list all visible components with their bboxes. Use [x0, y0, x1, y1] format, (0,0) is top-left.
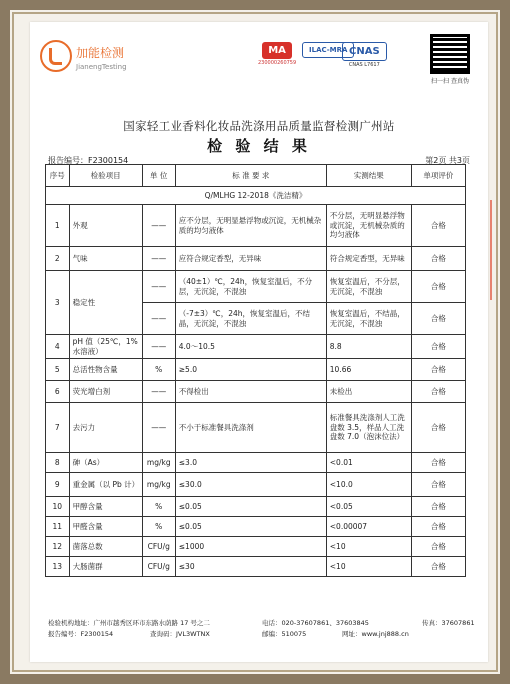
- row-item: pH 值（25℃，1%水溶液）: [69, 335, 142, 359]
- row-result: 符合规定香型，无异味: [326, 247, 411, 271]
- table-row: [46, 359, 466, 381]
- row-evaluation: 合格: [411, 517, 465, 537]
- row-unit: ——: [142, 335, 175, 359]
- row-no: 4: [46, 335, 70, 359]
- row-evaluation: 合格: [411, 359, 465, 381]
- row-evaluation: 合格: [411, 557, 465, 577]
- row-requirement: ≥5.0: [175, 359, 326, 381]
- table-row: [46, 271, 466, 303]
- row-requirement: ≤3.0: [175, 453, 326, 473]
- row-evaluation: 合格: [411, 303, 465, 335]
- row-evaluation: 合格: [411, 335, 465, 359]
- row-result: 8.8: [326, 335, 411, 359]
- brand-sub: JianengTesting: [76, 62, 127, 71]
- table-row: [46, 473, 466, 497]
- org-title: 国家轻工业香料化妆品洗涤用品质量监督检测广州站: [123, 119, 395, 133]
- row-no: 10: [46, 497, 70, 517]
- row-no: 2: [46, 247, 70, 271]
- row-result: <10: [326, 557, 411, 577]
- row-no: 9: [46, 473, 70, 497]
- row-requirement: 应不分层，无明显悬浮物或沉淀，无机械杂质的均匀液体: [175, 205, 326, 247]
- row-no: 13: [46, 557, 70, 577]
- page-title: 检 验 结 果: [207, 137, 311, 155]
- row-result: <0.00007: [326, 517, 411, 537]
- footer-verify-code: 查询码：JVL3WTNX: [150, 630, 210, 638]
- brand-mark-icon: [40, 40, 72, 72]
- row-evaluation: 合格: [411, 497, 465, 517]
- row-item: 重金属（以 Pb 计）: [69, 473, 142, 497]
- row-unit: ——: [142, 303, 175, 335]
- header-requirement: 标 准 要 求: [175, 165, 326, 187]
- row-no: 11: [46, 517, 70, 537]
- row-result: 10.66: [326, 359, 411, 381]
- row-requirement: 应符合规定香型，无异味: [175, 247, 326, 271]
- table-row: [46, 403, 466, 453]
- row-result: <0.05: [326, 497, 411, 517]
- row-unit: ——: [142, 271, 175, 303]
- footer-postcode: 邮编：510075: [262, 630, 307, 638]
- header-item: 检验项目: [69, 165, 142, 187]
- row-result: 标准餐具洗涤剂人工洗盘数 3.5，样品人工洗盘数 7.0（泡沫位法）: [326, 403, 411, 453]
- cnas-badge: [342, 42, 387, 68]
- row-unit: ——: [142, 403, 175, 453]
- row-item: 大肠菌群: [69, 557, 142, 577]
- footer-phone: 电话：020-37607861、37603845: [262, 619, 369, 627]
- header-result: 实测结果: [326, 165, 411, 187]
- red-seal-stamp: [490, 200, 510, 300]
- row-item: 去污力: [69, 403, 142, 453]
- table-row: [46, 497, 466, 517]
- table-row: [46, 381, 466, 403]
- ilac-icon: ILAC-MRA: [302, 42, 354, 58]
- row-result: 恢复室温后，不结晶，无沉淀，不混浊: [326, 303, 411, 335]
- table-row: [46, 453, 466, 473]
- row-unit: mg/kg: [142, 453, 175, 473]
- row-unit: %: [142, 497, 175, 517]
- row-unit: %: [142, 517, 175, 537]
- row-unit: ——: [142, 247, 175, 271]
- row-result: 恢复室温后，不分层，无沉淀，不混浊: [326, 271, 411, 303]
- row-requirement: ≤1000: [175, 537, 326, 557]
- row-unit: mg/kg: [142, 473, 175, 497]
- row-requirement: ≤0.05: [175, 517, 326, 537]
- cnas-icon: CNAS: [342, 42, 387, 61]
- cma-icon: MA: [262, 42, 292, 59]
- table-row: [46, 335, 466, 359]
- row-no: 5: [46, 359, 70, 381]
- table-row: [46, 557, 466, 577]
- footer-report-number: 报告编号：F2300154: [48, 630, 114, 638]
- row-requirement: （-7±3）℃，24h，恢复室温后，不结晶，无沉淀，不混浊: [175, 303, 326, 335]
- page-indicator: 第2页 共3页: [425, 156, 470, 165]
- standard-name: Q/MLHG 12-2018《洗洁精》: [46, 187, 466, 205]
- report-number: 报告编号：F2300154: [48, 156, 129, 165]
- brand-name: 加能检测: [76, 45, 125, 60]
- row-result: <10: [326, 537, 411, 557]
- footer-fax: 传真：37607861: [422, 619, 475, 627]
- row-no: 8: [46, 453, 70, 473]
- row-result: <10.0: [326, 473, 411, 497]
- footer-website: 网址：www.jnj888.cn: [342, 630, 409, 638]
- row-unit: CFU/g: [142, 537, 175, 557]
- row-requirement: 4.0～10.5: [175, 335, 326, 359]
- table-row: [46, 205, 466, 247]
- qr-caption: 扫一扫 查真伪: [431, 78, 469, 85]
- report-page: [30, 22, 488, 662]
- row-no: 1: [46, 205, 70, 247]
- row-item: 砷（As）: [69, 453, 142, 473]
- row-item: 甲醛含量: [69, 517, 142, 537]
- row-evaluation: 合格: [411, 453, 465, 473]
- row-unit: ——: [142, 381, 175, 403]
- row-no: 6: [46, 381, 70, 403]
- row-no: 3: [46, 271, 70, 335]
- header-evaluation: 单项评价: [411, 165, 465, 187]
- cma-badge: [258, 42, 296, 66]
- qr-code-icon: [430, 34, 470, 74]
- footer-address: 检验机构地址：广州市越秀区环市东路水荫路 17 号之二: [48, 619, 210, 627]
- row-evaluation: 合格: [411, 537, 465, 557]
- row-evaluation: 合格: [411, 271, 465, 303]
- row-unit: ——: [142, 205, 175, 247]
- row-requirement: ≤0.05: [175, 497, 326, 517]
- row-item: 甲醇含量: [69, 497, 142, 517]
- row-no: 12: [46, 537, 70, 557]
- row-item: 荧光增白剂: [69, 381, 142, 403]
- row-requirement: 不小于标准餐具洗涤剂: [175, 403, 326, 453]
- row-evaluation: 合格: [411, 247, 465, 271]
- brand-logo: [40, 40, 127, 72]
- table-row: [46, 247, 466, 271]
- row-requirement: （40±1）℃，24h，恢复室温后，不分层，无沉淀，不混浊: [175, 271, 326, 303]
- row-requirement: ≤30: [175, 557, 326, 577]
- row-requirement: ≤30.0: [175, 473, 326, 497]
- row-result: <0.01: [326, 453, 411, 473]
- row-evaluation: 合格: [411, 473, 465, 497]
- row-evaluation: 合格: [411, 205, 465, 247]
- cma-number: 230000260759: [258, 60, 297, 66]
- row-item: 总活性物含量: [69, 359, 142, 381]
- row-item: 气味: [69, 247, 142, 271]
- row-no: 7: [46, 403, 70, 453]
- standard-row: [46, 187, 466, 205]
- row-item: 外观: [69, 205, 142, 247]
- row-evaluation: 合格: [411, 381, 465, 403]
- table-row: [46, 537, 466, 557]
- header-no: 序号: [46, 165, 70, 187]
- header-unit: 单 位: [142, 165, 175, 187]
- cnas-number: CNAS L7617: [348, 62, 380, 68]
- row-requirement: 不得检出: [175, 381, 326, 403]
- table-row: [46, 517, 466, 537]
- row-result: 不分层，无明显悬浮物或沉淀，无机械杂质的均匀液体: [326, 205, 411, 247]
- results-table: [45, 164, 466, 577]
- row-item: 稳定性: [69, 271, 142, 335]
- table-header: [46, 165, 466, 187]
- row-unit: %: [142, 359, 175, 381]
- row-item: 菌落总数: [69, 537, 142, 557]
- row-unit: CFU/g: [142, 557, 175, 577]
- row-result: 未检出: [326, 381, 411, 403]
- row-evaluation: 合格: [411, 403, 465, 453]
